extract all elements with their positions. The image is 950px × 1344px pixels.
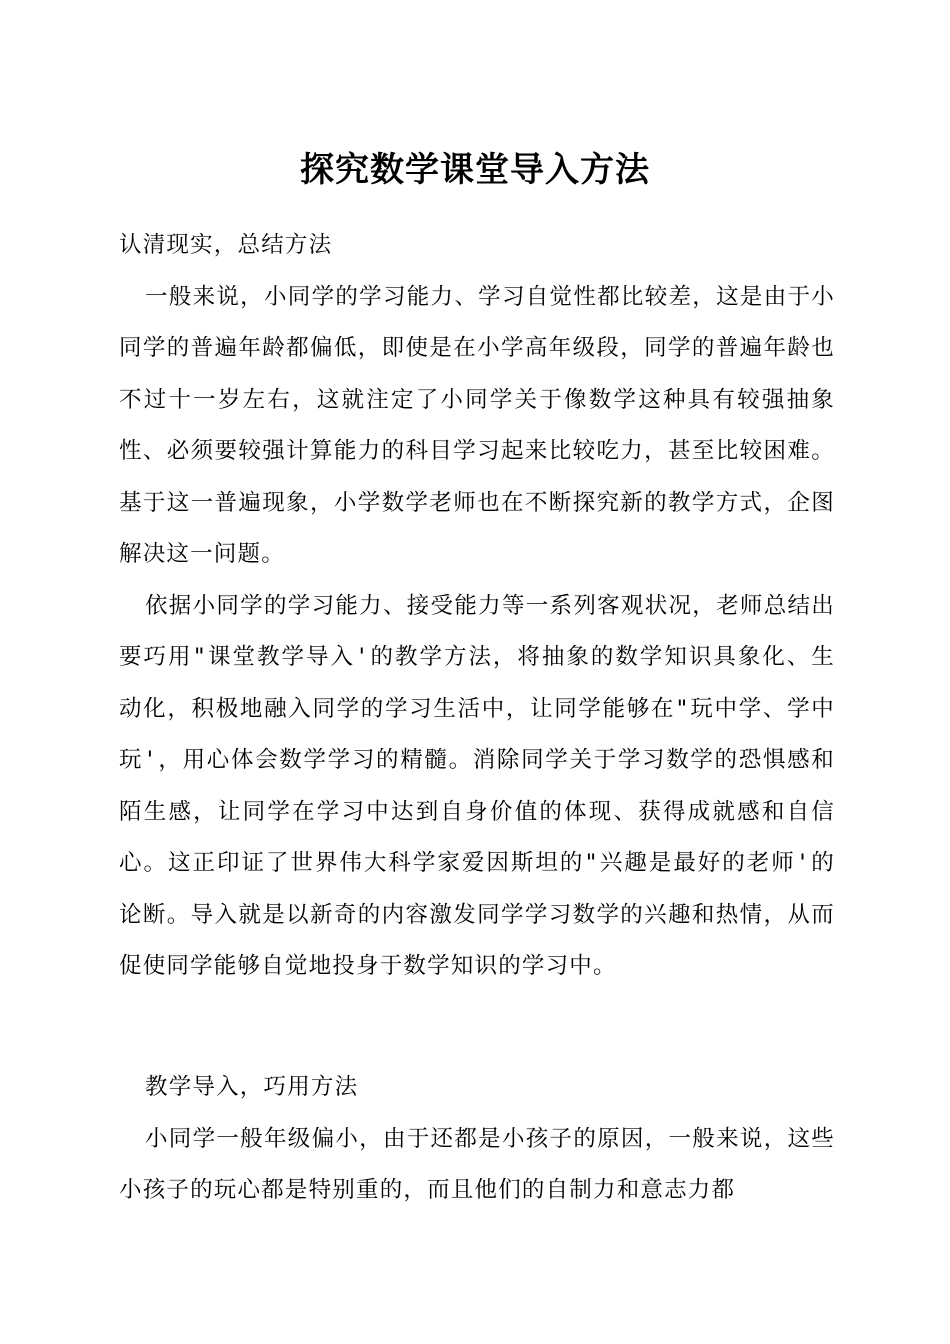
section-heading: 认清现实，总结方法: [119, 232, 333, 258]
paragraph: 小同学一般年级偏小，由于还都是小孩子的原因，一般来说，这些小孩子的玩心都是特别重的，而且他们的自制力和意志力都: [119, 1125, 835, 1203]
section-heading: 教学导入，巧用方法: [145, 1074, 359, 1100]
paragraph: 一般来说，小同学的学习能力、学习自觉性都比较差，这是由于小同学的普遍年龄都偏低，即使是在小学高年级段，同学的普遍年龄也不过十一岁左右，这就注定了小同学关于像数学这种具有较强抽象性、必须要较强计算能力的科目学习起来比较吃力，甚至比较困难。基于这一普遍现象，小学数学老师也在不断探究新的教学方式，企图解决这一问题。: [119, 283, 835, 567]
section-1: [119, 220, 835, 993]
paragraph: 依据小同学的学习能力、接受能力等一系列客观状况，老师总结出要巧用"课堂教学导入'的教学方法，将抽象的数学知识具象化、生动化，积极地融入同学的学习生活中，让同学能够在"玩中学、学中玩'，用心体会数学学习的精髓。消除同学关于学习数学的恐惧感和陌生感，让同学在学习中达到自身价值的体现、获得成就感和自信心。这正印证了世界伟大科学家爱因斯坦的"兴趣是最好的老师'的论断。导入就是以新奇的内容激发同学学习数学的兴趣和热情，从而促使同学能够自觉地投身于数学知识的学习中。: [119, 592, 835, 979]
section-2: [119, 1062, 835, 1217]
document-title: 探究数学课堂导入方法: [300, 150, 650, 190]
